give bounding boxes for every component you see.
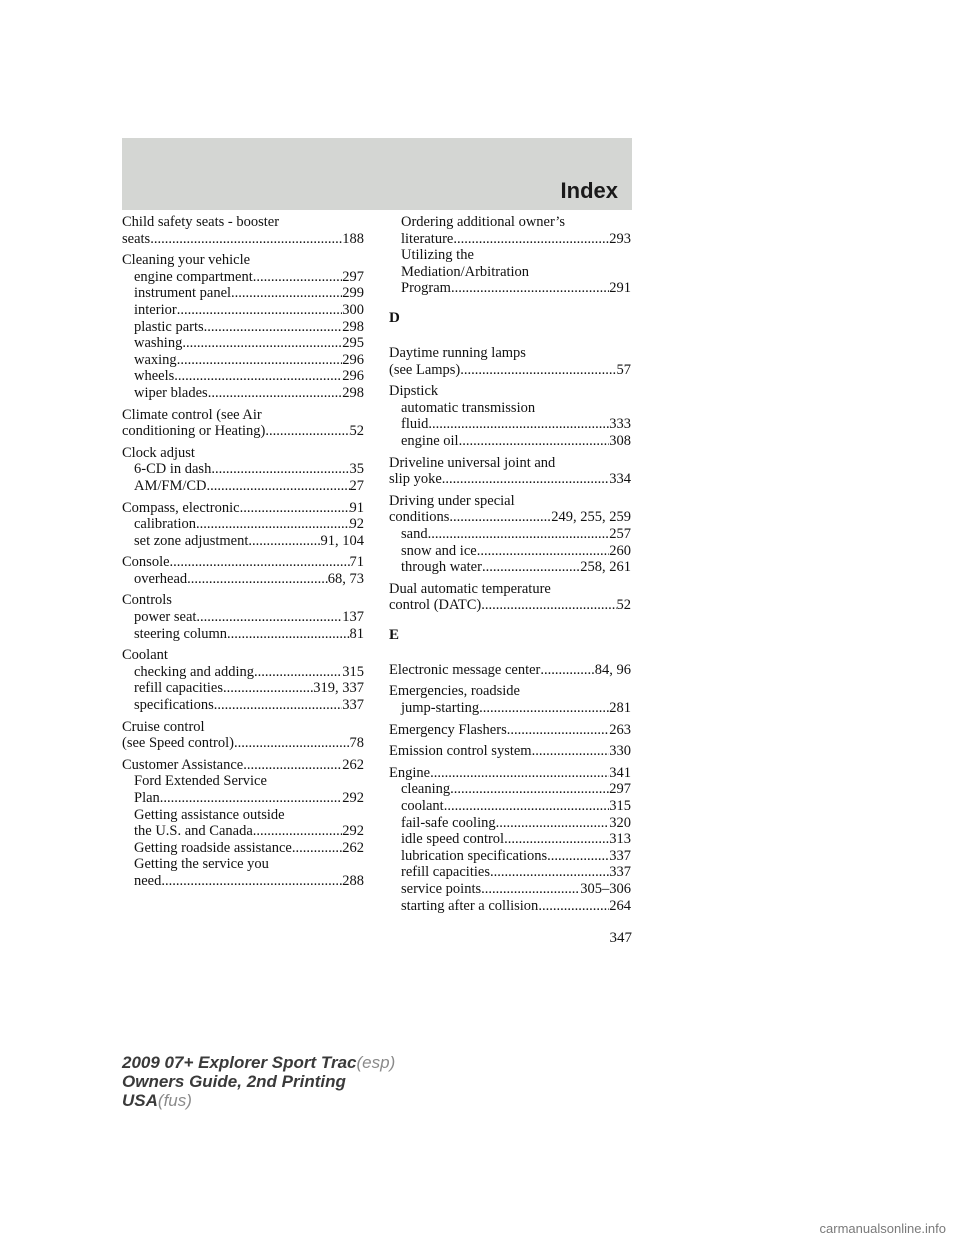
index-entry — [389, 345, 631, 378]
entry-page-ref[interactable]: 296 — [342, 368, 364, 385]
entry-term: automatic transmission — [401, 399, 536, 416]
dot-leader — [231, 285, 342, 302]
index-subentry-line — [389, 700, 631, 717]
index-entry — [389, 455, 631, 488]
index-entry-line — [122, 231, 364, 248]
entry-term: slip yoke — [389, 471, 442, 488]
dot-leader — [504, 831, 609, 848]
index-column-right — [389, 214, 631, 919]
entry-page-ref[interactable]: 288 — [342, 872, 364, 889]
entry-term: sand — [401, 525, 428, 542]
dot-leader — [211, 461, 349, 478]
entry-term: wiper blades — [134, 384, 208, 401]
page-number: 347 — [609, 930, 632, 946]
entry-term: set zone adjustment — [134, 532, 249, 549]
entry-term: interior — [134, 301, 177, 318]
index-entry-line — [122, 214, 364, 231]
index-entry — [122, 554, 364, 587]
entry-term: Dipstick — [389, 383, 439, 400]
entry-page-ref[interactable]: 260 — [609, 542, 631, 559]
section-letter: E — [389, 626, 400, 643]
dot-leader — [540, 662, 594, 679]
entry-term: Driving under special — [389, 492, 515, 509]
entry-term: Dual automatic temperature — [389, 580, 551, 597]
footer-market-code: (fus) — [157, 1091, 192, 1110]
entry-term: instrument panel — [134, 285, 232, 302]
entry-page-ref[interactable]: 81 — [349, 625, 364, 642]
entry-page-ref[interactable]: 299 — [342, 285, 364, 302]
entry-page-ref[interactable]: 320 — [609, 814, 631, 831]
index-subentry-line — [122, 533, 364, 550]
dot-leader — [538, 898, 609, 915]
entry-page-ref[interactable]: 300 — [342, 301, 364, 318]
index-entry-line — [389, 597, 631, 614]
dot-leader — [161, 873, 342, 890]
entry-term: coolant — [401, 798, 444, 815]
index-subentry-line — [389, 831, 631, 848]
entry-term: Electronic message center — [389, 661, 541, 678]
index-entry — [389, 662, 631, 679]
entry-page-ref[interactable]: 337 — [609, 847, 631, 864]
entry-term: calibration — [134, 516, 197, 533]
dot-leader — [547, 848, 609, 865]
entry-page-ref[interactable]: 308 — [609, 432, 631, 449]
index-entry-line — [122, 407, 364, 424]
entry-page-ref[interactable]: 296 — [342, 351, 364, 368]
index-entry-line — [122, 592, 364, 609]
entry-page-ref[interactable]: 333 — [609, 416, 631, 433]
dot-leader — [177, 352, 343, 369]
dot-leader — [196, 609, 342, 626]
entry-page-ref[interactable]: 92 — [349, 516, 364, 533]
entry-page-ref[interactable]: 188 — [342, 230, 364, 247]
dot-leader — [490, 864, 609, 881]
index-entry — [389, 765, 631, 914]
index-entry-line — [122, 647, 364, 664]
entry-term: overhead — [134, 570, 188, 587]
entry-term: conditioning or Heating) — [122, 423, 266, 440]
index-subentry-line — [122, 335, 364, 352]
dot-leader — [234, 735, 350, 752]
dot-leader — [196, 516, 349, 533]
entry-page-ref[interactable]: 84, 96 — [594, 661, 631, 678]
entry-term: need — [134, 872, 162, 889]
entry-page-ref[interactable]: 137 — [342, 609, 364, 626]
entry-term: engine oil — [401, 432, 459, 449]
entry-page-ref[interactable]: 298 — [342, 384, 364, 401]
footer-model: 2009 07+ Explorer Sport Trac — [122, 1053, 357, 1072]
section-title: Index — [560, 178, 618, 203]
entry-term: Engine — [389, 764, 431, 781]
entry-page-ref[interactable]: 315 — [342, 663, 364, 680]
index-entry-line — [389, 743, 631, 760]
index-subentry-line — [122, 790, 364, 807]
dot-leader — [177, 302, 343, 319]
entry-page-ref[interactable]: 262 — [342, 839, 364, 856]
index-entry-line — [389, 471, 631, 488]
index-entry-line — [389, 765, 631, 782]
entry-term: refill capacities — [134, 680, 223, 697]
index-subentry-line — [122, 319, 364, 336]
entry-term: through water — [401, 559, 482, 576]
dot-leader — [160, 790, 342, 807]
index-entry-line — [122, 757, 364, 774]
index-entry — [122, 647, 364, 713]
entry-term: specifications — [134, 697, 214, 714]
dot-leader — [496, 815, 610, 832]
index-entry-line — [389, 509, 631, 526]
index-subentry-line — [389, 781, 631, 798]
entry-term: Utilizing the — [401, 247, 474, 264]
dot-leader — [223, 680, 313, 697]
entry-term: (see Lamps) — [389, 361, 461, 378]
entry-term: Cruise control — [122, 718, 205, 735]
entry-page-ref[interactable]: 297 — [342, 268, 364, 285]
entry-term: literature — [401, 230, 454, 247]
entry-term: steering column — [134, 625, 228, 642]
entry-page-ref[interactable]: 330 — [609, 743, 631, 760]
dot-leader — [240, 500, 350, 517]
entry-page-ref[interactable]: 52 — [616, 597, 631, 614]
entry-term: Compass, electronic — [122, 499, 240, 516]
entry-page-ref[interactable]: 257 — [609, 525, 631, 542]
index-entry-line — [389, 455, 631, 472]
index-entry — [389, 383, 631, 449]
entry-page-ref[interactable]: 313 — [609, 831, 631, 848]
entry-term: Daytime running lamps — [389, 344, 526, 361]
dot-leader — [253, 269, 342, 286]
footer-market: USA — [122, 1091, 158, 1110]
dot-leader — [453, 231, 609, 248]
dot-leader — [444, 798, 610, 815]
dot-leader — [428, 416, 609, 433]
index-entry — [122, 719, 364, 752]
index-entry-line — [389, 345, 631, 362]
entry-term: plastic parts — [134, 318, 204, 335]
index-subentry-line — [389, 280, 631, 297]
entry-page-ref[interactable]: 68, 73 — [327, 570, 364, 587]
index-entry — [122, 445, 364, 495]
index-subentry-line — [389, 543, 631, 560]
index-subentry-line — [122, 269, 364, 286]
dot-leader — [479, 700, 609, 717]
index-subentry-line — [122, 873, 364, 890]
entry-term: fail-safe cooling — [401, 814, 496, 831]
index-subentry-line — [389, 798, 631, 815]
index-entry — [389, 493, 631, 576]
index-subentry-line — [122, 571, 364, 588]
entry-page-ref[interactable]: 35 — [349, 461, 364, 478]
index-subentry-line — [389, 864, 631, 881]
entry-page-ref[interactable]: 337 — [342, 697, 364, 714]
index-subentry-line — [389, 400, 631, 417]
entry-page-ref[interactable]: 78 — [349, 735, 364, 752]
entry-page-ref[interactable]: 27 — [349, 477, 364, 494]
entry-page-ref[interactable]: 295 — [342, 335, 364, 352]
dot-leader — [150, 231, 342, 248]
entry-term: refill capacities — [401, 864, 490, 881]
entry-page-ref[interactable]: 281 — [609, 700, 631, 717]
entry-page-ref[interactable]: 291 — [609, 280, 631, 297]
entry-term: jump-starting — [401, 700, 480, 717]
index-entry-line — [122, 554, 364, 571]
index-subentry-line — [389, 815, 631, 832]
index-subentry-line — [122, 626, 364, 643]
index-entry-line — [389, 722, 631, 739]
footer-model-code: (esp) — [356, 1053, 396, 1072]
entry-term: AM/FM/CD — [134, 477, 207, 494]
entry-term: seats — [122, 230, 151, 247]
entry-term: idle speed control — [401, 831, 505, 848]
index-entry-line — [122, 500, 364, 517]
entry-page-ref[interactable]: 52 — [349, 423, 364, 440]
dot-leader — [265, 423, 349, 440]
entry-page-ref[interactable]: 263 — [609, 721, 631, 738]
index-entry-line — [122, 735, 364, 752]
entry-term: engine compartment — [134, 268, 253, 285]
section-letter: D — [389, 309, 400, 326]
dot-leader — [204, 319, 343, 336]
entry-term: Ordering additional owner’s — [401, 214, 566, 230]
dot-leader — [292, 840, 342, 857]
index-subentry-line — [122, 609, 364, 626]
dot-leader — [482, 559, 580, 576]
dot-leader — [248, 533, 320, 550]
index-entry-line — [389, 662, 631, 679]
entry-term: waxing — [134, 351, 177, 368]
entry-term: (see Speed control) — [122, 735, 234, 752]
index-entry-line — [389, 383, 631, 400]
index-entry-line — [389, 362, 631, 379]
index-entry-line — [389, 683, 631, 700]
footer-edition: Owners Guide, 2nd Printing — [122, 1072, 346, 1091]
dot-leader — [182, 335, 342, 352]
entry-term: checking and adding — [134, 663, 254, 680]
index-subentry-line — [122, 516, 364, 533]
index-entry-line — [122, 445, 364, 462]
dot-leader — [481, 597, 616, 614]
index-entry-line — [122, 252, 364, 269]
entry-page-ref[interactable]: 298 — [342, 318, 364, 335]
index-subentry-line — [122, 823, 364, 840]
dot-leader — [243, 757, 342, 774]
entry-page-ref[interactable]: 337 — [609, 864, 631, 881]
index-entry — [122, 500, 364, 550]
dot-leader — [170, 554, 350, 571]
entry-term: Emergencies, roadside — [389, 683, 520, 700]
dot-leader — [227, 626, 349, 643]
index-subentry-line — [389, 416, 631, 433]
entry-page-ref[interactable]: 71 — [349, 554, 364, 571]
entry-term: Emergency Flashers — [389, 721, 507, 738]
index-entry-line — [389, 493, 631, 510]
entry-term: washing — [134, 335, 183, 352]
dot-leader — [507, 722, 610, 739]
entry-page-ref[interactable]: 258, 261 — [580, 559, 631, 576]
index-entry — [389, 581, 631, 614]
entry-term: Coolant — [122, 647, 168, 664]
entry-page-ref[interactable]: 293 — [609, 230, 631, 247]
dot-leader — [174, 368, 342, 385]
index-subentry-line — [122, 461, 364, 478]
index-entry — [122, 592, 364, 642]
entry-page-ref[interactable]: 319, 337 — [313, 680, 364, 697]
entry-term: power seat — [134, 609, 197, 626]
index-subentry-line — [122, 807, 364, 824]
index-entry — [389, 683, 631, 716]
index-entry — [389, 722, 631, 739]
entry-term: conditions — [389, 509, 450, 526]
entry-page-ref[interactable]: 305–306 — [580, 881, 631, 897]
entry-page-ref[interactable]: 341 — [609, 764, 631, 781]
entry-term: Child safety seats - booster — [122, 214, 280, 230]
index-subentry-line — [389, 247, 631, 264]
index-subentry-line — [389, 559, 631, 576]
index-entry-line — [122, 423, 364, 440]
entry-term: fluid — [401, 416, 429, 433]
entry-page-ref[interactable]: 249, 255, 259 — [551, 509, 631, 526]
entry-term: service points — [401, 881, 482, 897]
index-subentry-line — [122, 697, 364, 714]
dot-leader — [449, 509, 551, 526]
dot-leader — [477, 543, 610, 560]
dot-leader — [430, 765, 609, 782]
entry-term: Driveline universal joint and — [389, 454, 556, 471]
entry-term: Climate control (see Air — [122, 406, 262, 423]
index-subentry-line — [122, 302, 364, 319]
index-subentry-line — [122, 680, 364, 697]
index-entry-line — [122, 719, 364, 736]
entry-term: Getting roadside assistance — [134, 839, 292, 856]
index-subentry-line — [389, 526, 631, 543]
entry-page-ref[interactable]: 91, 104 — [320, 532, 364, 549]
entry-term: 6-CD in dash — [134, 461, 212, 478]
index-entry — [122, 407, 364, 440]
entry-page-ref[interactable]: 57 — [616, 361, 631, 378]
index-subentry-line — [122, 773, 364, 790]
entry-term: Mediation/Arbitration — [401, 263, 530, 280]
entry-term: Clock adjust — [122, 444, 195, 461]
index-subentry-line — [122, 285, 364, 302]
entry-term: Getting assistance outside — [134, 806, 285, 823]
footer — [122, 1053, 395, 1110]
index-entry — [389, 214, 631, 297]
index-entry — [389, 743, 631, 760]
index-subentry-line — [122, 352, 364, 369]
header-band — [122, 138, 632, 210]
index-subentry-line — [122, 385, 364, 402]
dot-leader — [450, 781, 609, 798]
index-subentry-line — [389, 231, 631, 248]
entry-term: Plan — [134, 790, 160, 806]
entry-page-ref[interactable]: 262 — [342, 756, 364, 773]
dot-leader — [428, 526, 610, 543]
index-subentry-line — [122, 368, 364, 385]
index-subentry-line — [389, 214, 631, 231]
entry-page-ref[interactable]: 334 — [609, 471, 631, 488]
dot-leader — [451, 280, 609, 297]
dot-leader — [254, 664, 342, 681]
dot-leader — [442, 471, 609, 488]
entry-term: Controls — [122, 592, 172, 609]
index-subentry-line — [122, 478, 364, 495]
dot-leader — [208, 385, 343, 402]
entry-term: Getting the service you — [134, 856, 269, 873]
dot-leader — [460, 362, 616, 379]
index-entry-line — [389, 581, 631, 598]
entry-page-ref[interactable]: 292 — [342, 790, 364, 806]
dot-leader — [214, 697, 343, 714]
index-column-left — [122, 214, 364, 895]
dot-leader — [207, 478, 350, 495]
entry-term: Cleaning your vehicle — [122, 252, 251, 269]
entry-page-ref[interactable]: 91 — [349, 499, 364, 516]
dot-leader — [481, 881, 580, 898]
entry-term: Customer Assistance — [122, 756, 244, 773]
entry-term: wheels — [134, 368, 175, 385]
entry-term: the U.S. and Canada — [134, 823, 253, 840]
entry-page-ref[interactable]: 297 — [609, 781, 631, 798]
index-subentry-line — [389, 264, 631, 281]
entry-term: lubrication specifications — [401, 847, 548, 864]
index-subentry-line — [389, 848, 631, 865]
index-entry — [122, 214, 364, 247]
entry-term: Program — [401, 280, 451, 297]
dot-leader — [253, 823, 342, 840]
entry-term: Emission control system — [389, 743, 532, 760]
dot-leader — [459, 433, 610, 450]
entry-page-ref[interactable]: 292 — [342, 823, 364, 840]
entry-term: cleaning — [401, 781, 451, 798]
index-entry — [122, 757, 364, 890]
index-entry — [122, 252, 364, 401]
dot-leader — [187, 571, 328, 588]
dot-leader — [532, 743, 610, 760]
index-subentry-line — [389, 898, 631, 915]
index-subentry-line — [389, 881, 631, 898]
entry-term: snow and ice — [401, 542, 477, 559]
entry-page-ref[interactable]: 264 — [609, 897, 631, 914]
index-subentry-line — [122, 856, 364, 873]
entry-term: Ford Extended Service — [134, 773, 267, 790]
index-subentry-line — [122, 840, 364, 857]
index-subentry-line — [122, 664, 364, 681]
index-subentry-line — [389, 433, 631, 450]
watermark: carmanualsonline.info — [819, 1221, 946, 1236]
entry-term: Console — [122, 554, 170, 571]
entry-page-ref[interactable]: 315 — [609, 798, 631, 815]
entry-term: control (DATC) — [389, 597, 482, 614]
entry-term: starting after a collision — [401, 897, 539, 914]
